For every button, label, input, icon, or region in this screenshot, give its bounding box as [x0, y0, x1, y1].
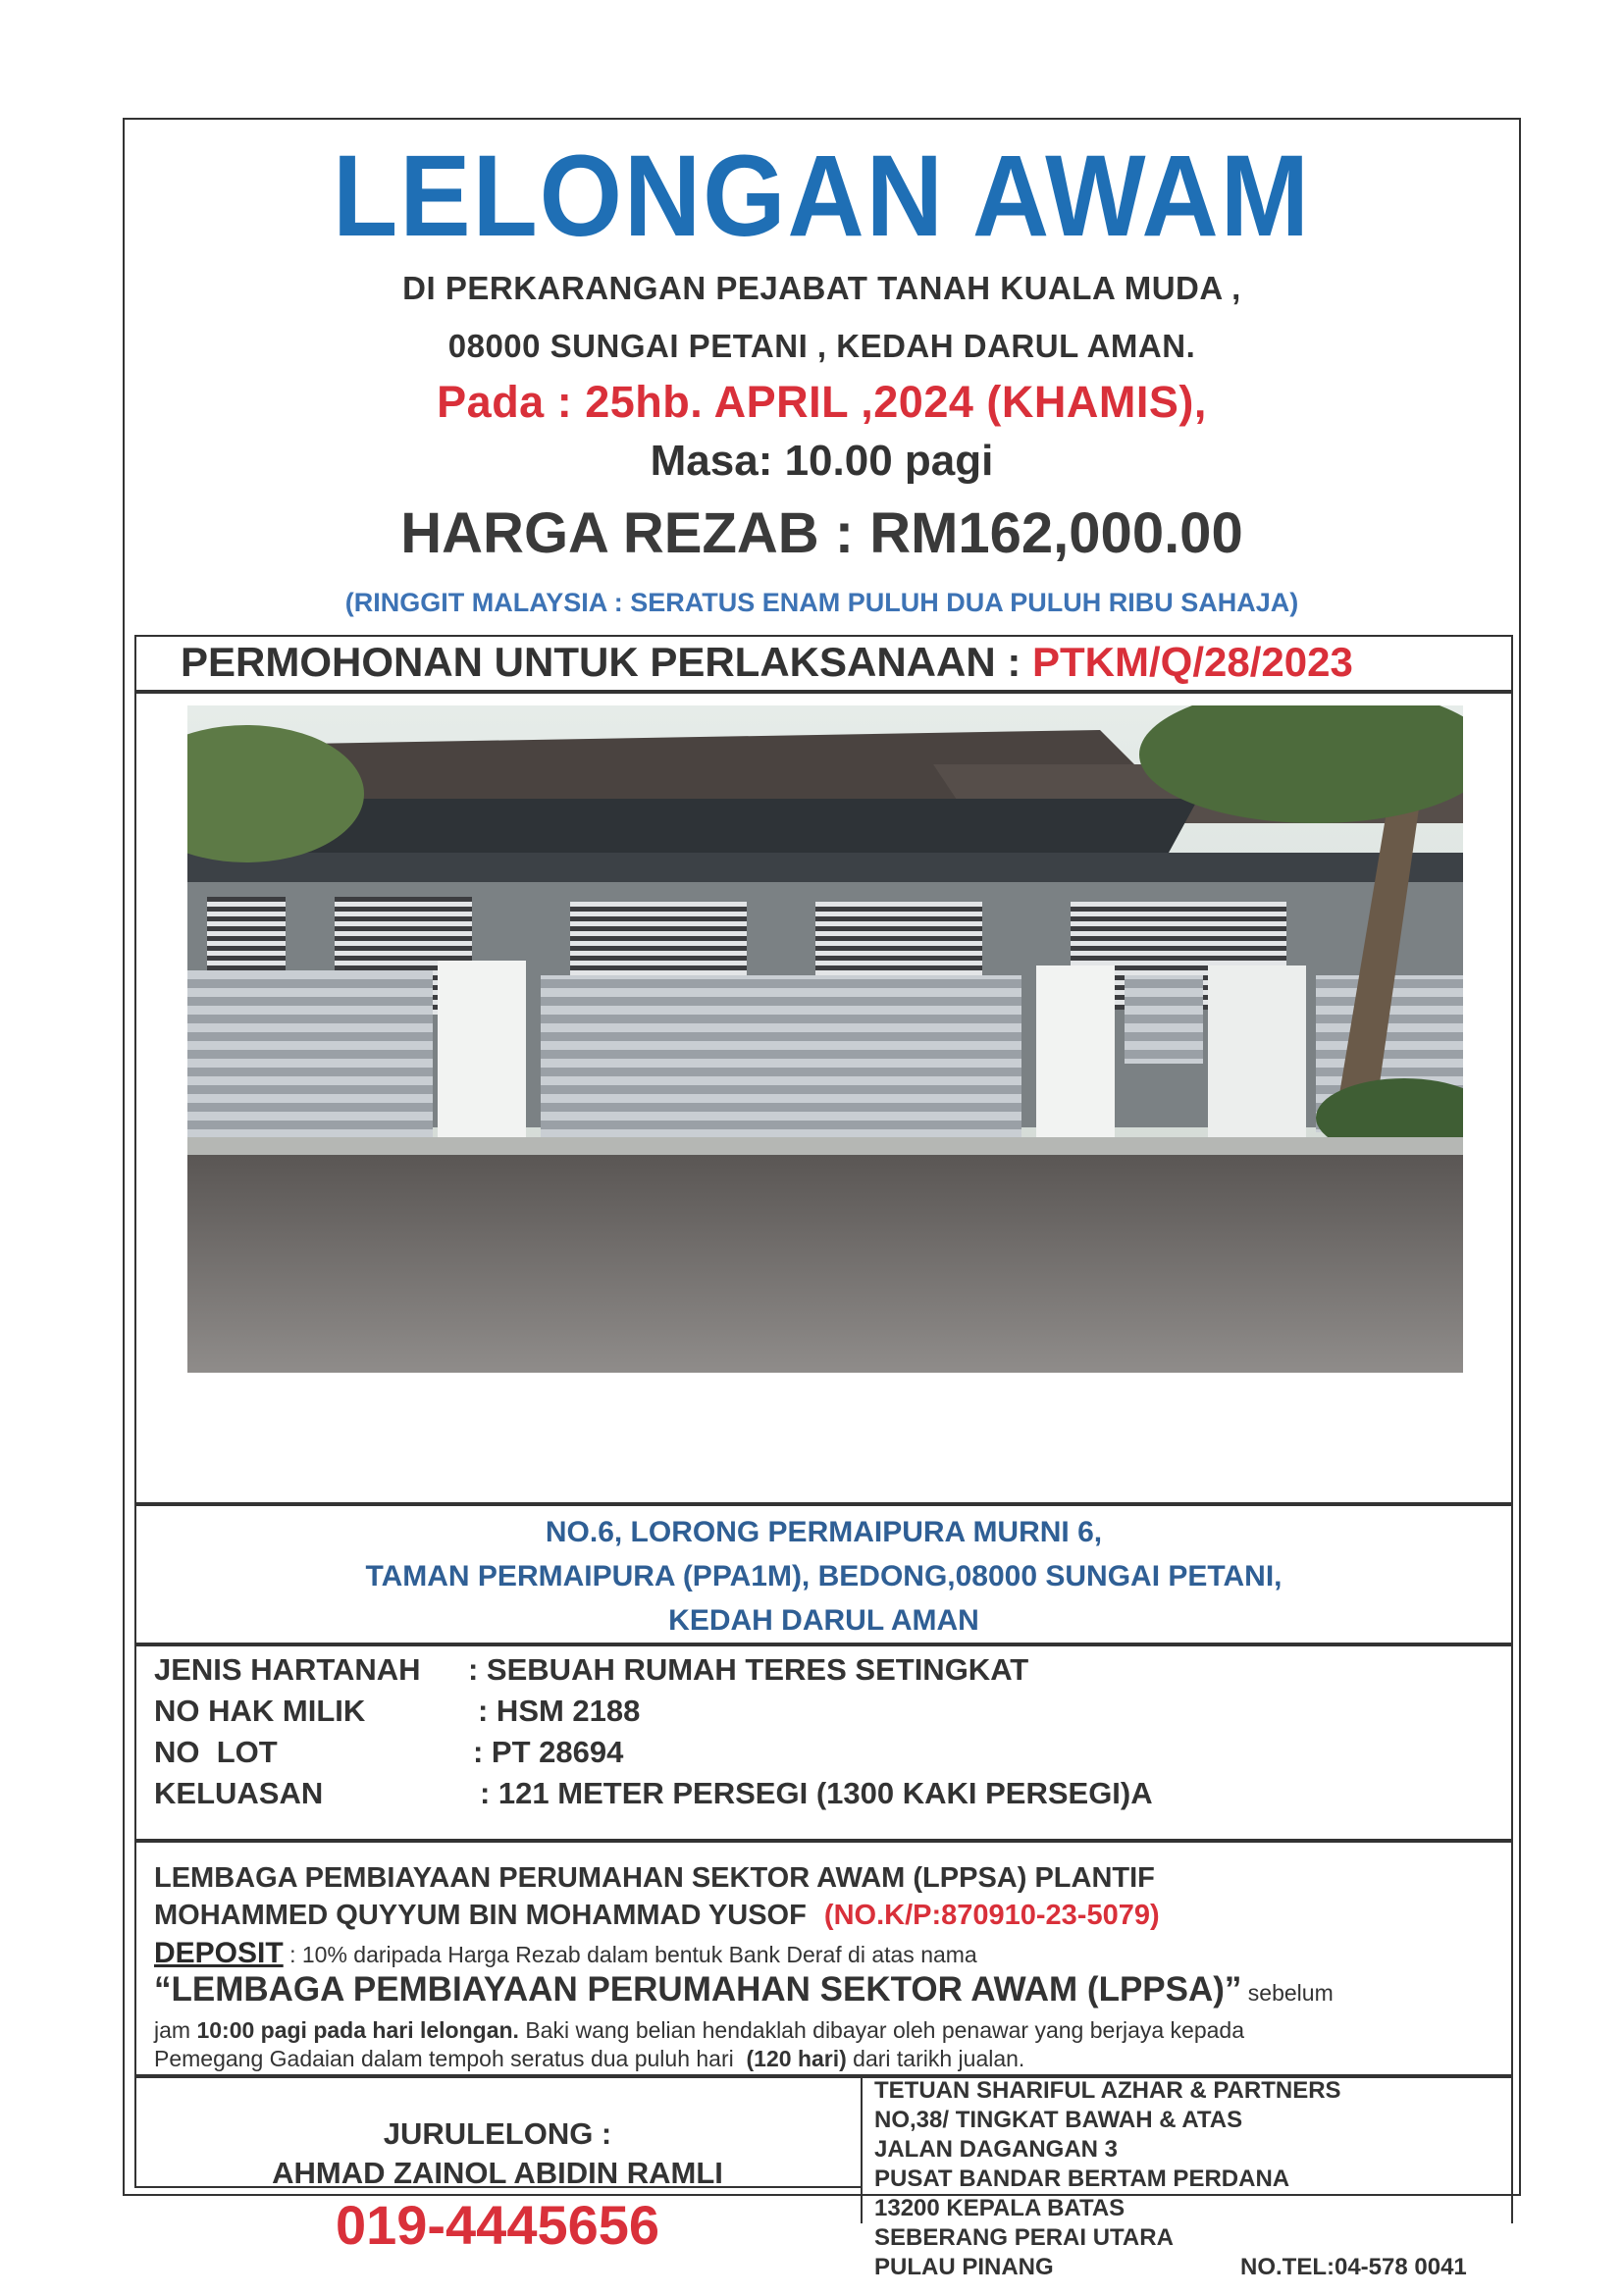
road	[187, 1155, 1463, 1373]
solicitor-line: JALAN DAGANGAN 3	[874, 2136, 1119, 2163]
auction-date: Pada : 25hb. APRIL ,2024 (KHAMIS),	[437, 377, 1207, 427]
deposit-line	[154, 1937, 977, 1970]
notice-frame	[123, 118, 1521, 2280]
auctioneer-phone: 019-4445656	[335, 2194, 660, 2256]
auctioneer-block	[134, 2077, 861, 2257]
solicitor-line: NO,38/ TINGKAT BAWAH & ATAS	[874, 2107, 1243, 2133]
solicitor-line: 13200 KEPALA BATAS	[874, 2195, 1126, 2221]
auctioneer-label: JURULELONG :	[383, 2116, 612, 2151]
lot-no-label: NO LOT	[154, 1735, 278, 1769]
deposit-label: DEPOSIT	[154, 1937, 284, 1969]
deposit-payee-line	[154, 1970, 1334, 2009]
reserve-price-words: (RINGGIT MALAYSIA : SERATUS ENAM PULUH DUA PULUH RIBU SAHAJA)	[344, 588, 1299, 617]
property-type-value: : SEBUAH RUMAH TERES SETINGKAT	[468, 1652, 1029, 1687]
property-details	[134, 1644, 1513, 1841]
case-number	[181, 639, 1353, 686]
property-type-label: JENIS HARTANAH	[154, 1652, 421, 1687]
reserve-price: HARGA REZAB : RM162,000.00	[400, 501, 1243, 565]
address-line-2: TAMAN PERMAIPURA (PPA1M), BEDONG,08000 SUNGAI PETANI,	[365, 1560, 1283, 1592]
case-row	[134, 635, 1513, 692]
deposit-jam: jam	[154, 2017, 197, 2043]
notice-title: LELONGAN AWAM	[333, 131, 1311, 261]
deposit-term-start: Pemegang Gadaian dalam tempoh seratus dua puluh hari	[154, 2046, 747, 2071]
solicitor-address	[874, 2076, 1341, 2282]
property-photo	[187, 705, 1463, 1373]
address-box	[134, 1504, 1513, 1644]
defendant-name: MOHAMMED QUYYUM BIN MOHAMMAD YUSOF	[154, 1900, 807, 1931]
area-label: KELUASAN	[154, 1776, 324, 1810]
deposit-term-end: dari tarikh jualan.	[846, 2046, 1025, 2071]
gate-pillar	[1036, 965, 1115, 1147]
deposit-payee: “LEMBAGA PEMBIAYAAN PERUMAHAN SEKTOR AWAM (LPPSA)”	[154, 1970, 1242, 2009]
awning	[227, 799, 1198, 853]
solicitor-line: PULAU PINANG	[874, 2254, 1054, 2280]
venue-line-1: DI PERKARANGAN PEJABAT TANAH KUALA MUDA ,	[402, 270, 1241, 306]
main-gate	[541, 975, 1021, 1142]
defendant-line	[154, 1900, 1160, 1932]
defendant-ic: (NO.K/P:870910-23-5079)	[823, 1900, 1160, 1931]
solicitor-line: TETUAN SHARIFUL AZHAR & PARTNERS	[874, 2077, 1341, 2104]
case-label: PERMOHONAN UNTUK PERLAKSANAAN :	[181, 639, 1032, 685]
lot-no-value: : PT 28694	[473, 1735, 624, 1769]
solicitor-phone: NO.TEL:04-578 0041	[1240, 2254, 1467, 2280]
solicitor-box	[861, 2076, 1513, 2280]
solicitor-line: PUSAT BANDAR BERTAM PERDANA	[874, 2166, 1290, 2192]
deposit-payee-suffix: sebelum	[1241, 1980, 1334, 2006]
solicitor-line: SEBERANG PERAI UTARA	[874, 2224, 1174, 2251]
gate-pillar	[438, 961, 526, 1147]
auctioneer-name: AHMAD ZAINOL ABIDIN RAMLI	[272, 2156, 723, 2190]
deposit-term-days: (120 hari)	[746, 2046, 847, 2071]
deposit-time: 10:00 pagi pada hari lelongan.	[196, 2017, 519, 2043]
case-code: PTKM/Q/28/2023	[1032, 639, 1353, 685]
address-line-1: NO.6, LORONG PERMAIPURA MURNI 6,	[545, 1516, 1103, 1548]
title-no-label: NO HAK MILIK	[154, 1694, 366, 1728]
title-no-value: : HSM 2188	[478, 1694, 641, 1728]
photo-box	[134, 692, 1513, 1504]
fence-left	[187, 970, 433, 1142]
area-value: : 121 METER PERSEGI (1300 KAKI PERSEGI)A	[480, 1776, 1153, 1810]
plaintiff: LEMBAGA PEMBIAYAAN PERUMAHAN SEKTOR AWAM (LPPSA) PLANTIF	[154, 1862, 1155, 1894]
deposit-balance: Baki wang belian hendaklah dibayar oleh penawar yang berjaya kepada	[518, 2017, 1245, 2043]
venue-line-2: 08000 SUNGAI PETANI , KEDAH DARUL AMAN.	[447, 328, 1196, 364]
address-line-3: KEDAH DARUL AMAN	[668, 1604, 979, 1637]
deposit-term-line	[154, 2046, 1024, 2072]
deposit-time-line	[154, 2017, 1244, 2044]
deposit-intro: : 10% daripada Harga Rezab dalam bentuk Bank Deraf di atas nama	[283, 1942, 977, 1967]
auction-time: Masa: 10.00 pagi	[650, 437, 994, 485]
parties-deposit-box	[134, 1841, 1513, 2076]
